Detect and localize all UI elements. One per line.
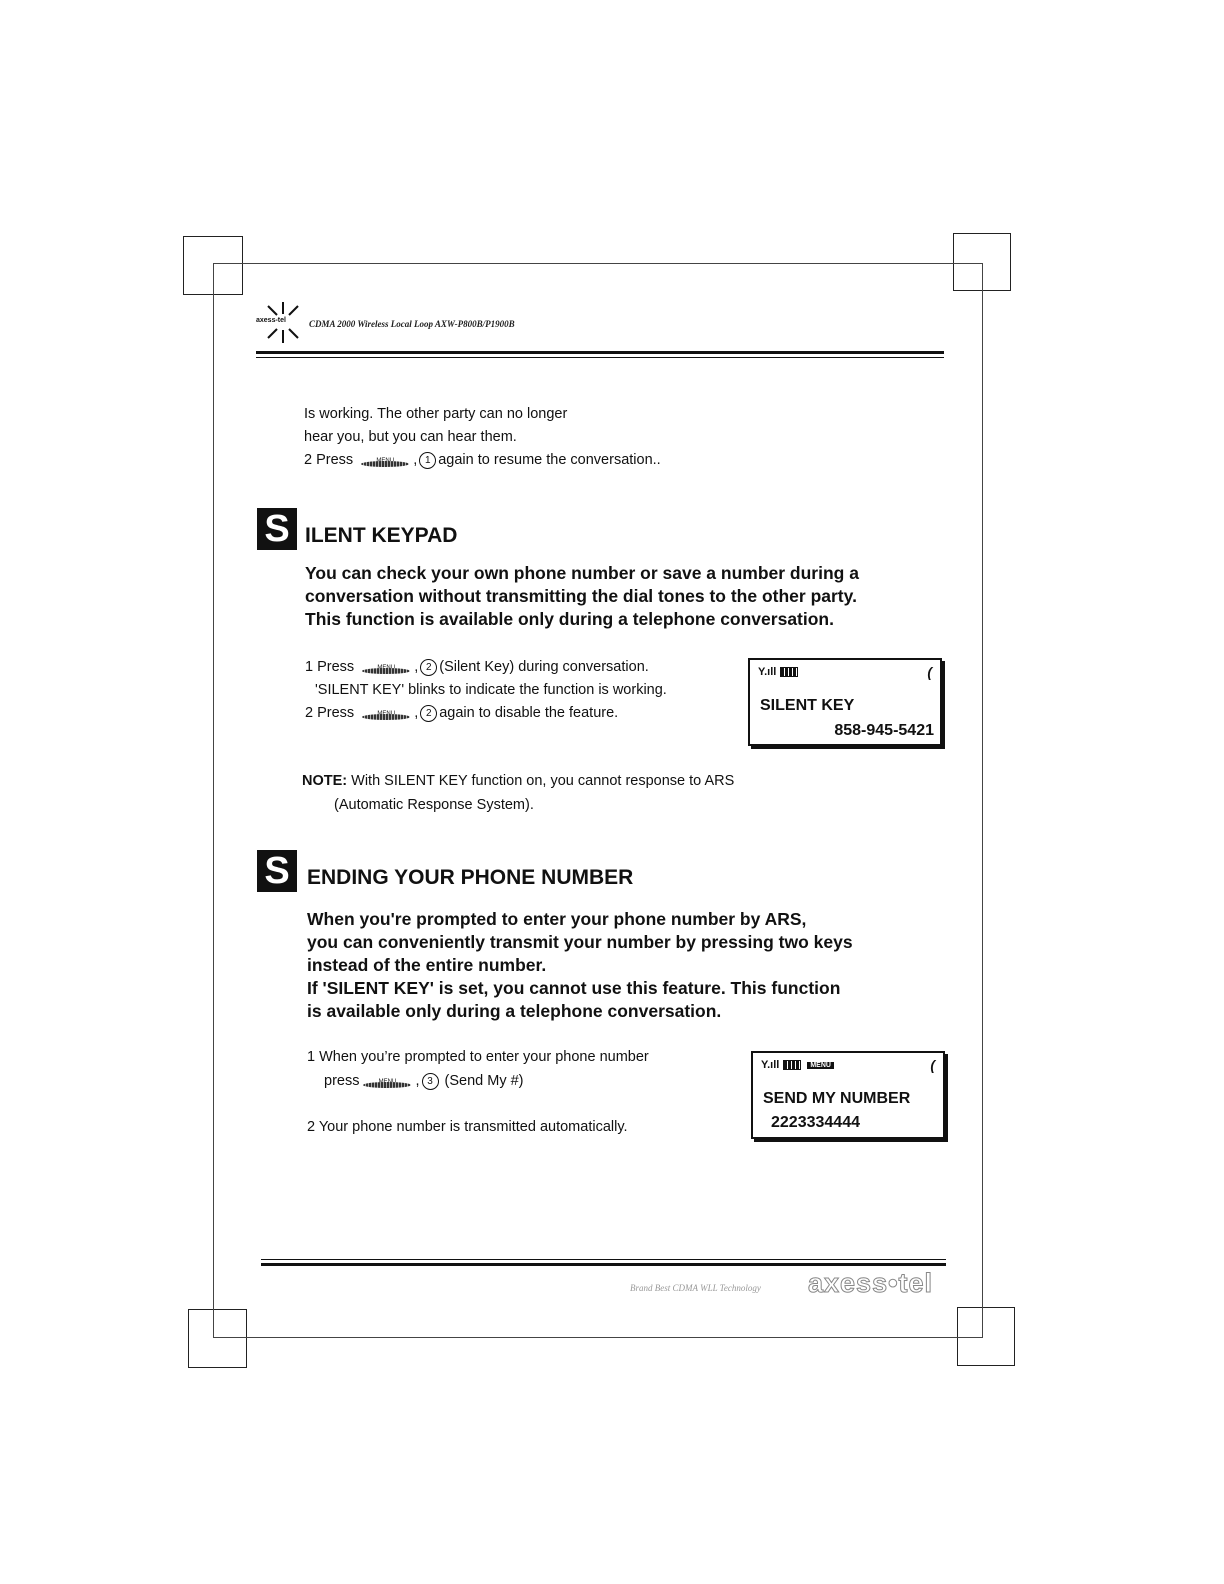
section2-step-1-keys: press , 3 (Send My #) <box>324 1073 524 1089</box>
section2-step-2: 2 Your phone number is transmitted automatically. <box>307 1119 628 1135</box>
footer-logo: axess•tel <box>808 1268 934 1298</box>
section-badge-silent-keypad: S <box>257 508 297 550</box>
battery-icon <box>780 667 798 677</box>
section1-lead-3: This function is available only during a telephone conversation. <box>305 609 834 629</box>
section2-lead-4: If 'SILENT KEY' is set, you cannot use this feature. This function <box>307 978 841 998</box>
note-text-2: (Automatic Response System). <box>334 797 534 813</box>
intro-step-2: 2 Press , 1 again to resume the conversation.. <box>304 452 661 468</box>
handset-icon: ( <box>927 664 932 680</box>
signal-strength-icon: Y.ıll <box>758 666 777 678</box>
step-suffix: again to resume the conversation.. <box>438 452 661 468</box>
lcd-menu-tag: MENU <box>807 1062 834 1069</box>
battery-icon <box>783 1060 801 1070</box>
lcd-status-bar <box>758 666 798 678</box>
lcd-display-send-my-number <box>751 1051 945 1139</box>
lcd-line-2: 2223334444 <box>771 1114 860 1131</box>
note-text-1: With SILENT KEY function on, you cannot response to ARS <box>351 773 735 789</box>
number-key-icon: 3 <box>422 1073 439 1090</box>
header-rule-thick <box>256 351 944 354</box>
intro-line-1: Is working. The other party can no longer <box>304 406 568 422</box>
handset-icon: ( <box>930 1057 935 1073</box>
section2-step-1: 1 When you’re prompted to enter your phone number <box>307 1049 649 1065</box>
section1-step-2: 2 Press , 2 again to disable the feature. <box>305 705 619 721</box>
section-badge-sending-number: S <box>257 850 297 892</box>
number-key-icon: 2 <box>420 659 437 676</box>
footer-rule-thin <box>261 1259 946 1260</box>
number-key-icon: 2 <box>420 705 437 722</box>
lcd-line-2: 858-945-5421 <box>834 722 934 739</box>
section2-lead-2: you can conveniently transmit your number by pressing two keys <box>307 932 853 952</box>
menu-key-icon <box>361 1074 413 1088</box>
section1-lead-2: conversation without transmitting the dial tones to the other party. <box>305 586 857 606</box>
note <box>302 769 734 793</box>
section-title-sending-number: ENDING YOUR PHONE NUMBER <box>307 866 634 889</box>
section1-step-1: 1 Press , 2 (Silent Key) during conversation. <box>305 659 649 675</box>
lcd-status-bar <box>761 1059 834 1071</box>
header-logo-text: axess-tel <box>256 317 286 324</box>
signal-strength-icon: Y.ıll <box>761 1059 780 1071</box>
menu-key-icon <box>359 453 411 467</box>
section1-step-1-detail: 'SILENT KEY' blinks to indicate the function is working. <box>315 682 667 698</box>
section1-lead-1: You can check your own phone number or save a number during a <box>305 563 859 583</box>
step-prefix: 2 Press <box>304 452 354 468</box>
menu-key-icon <box>360 706 412 720</box>
note-label: NOTE: <box>302 773 348 789</box>
lcd-display-silent-key <box>748 658 942 746</box>
section-title-silent-keypad: ILENT KEYPAD <box>305 524 458 547</box>
header-rule-thin <box>256 357 944 358</box>
menu-key-icon <box>360 660 412 674</box>
section2-lead-1: When you're prompted to enter your phone number by ARS, <box>307 909 807 929</box>
section2-lead-5: is available only during a telephone conversation. <box>307 1001 722 1021</box>
lcd-line-1: SILENT KEY <box>760 697 855 714</box>
intro-line-2: hear you, but you can hear them. <box>304 429 517 445</box>
lcd-line-1: SEND MY NUMBER <box>763 1090 911 1107</box>
header-title: CDMA 2000 Wireless Local Loop AXW-P800B/P1900B <box>309 319 515 329</box>
section2-lead-3: instead of the entire number. <box>307 955 547 975</box>
footer-rule-thick <box>261 1263 946 1266</box>
footer-tagline: Brand Best CDMA WLL Technology <box>630 1283 761 1293</box>
number-key-icon: 1 <box>419 452 436 469</box>
